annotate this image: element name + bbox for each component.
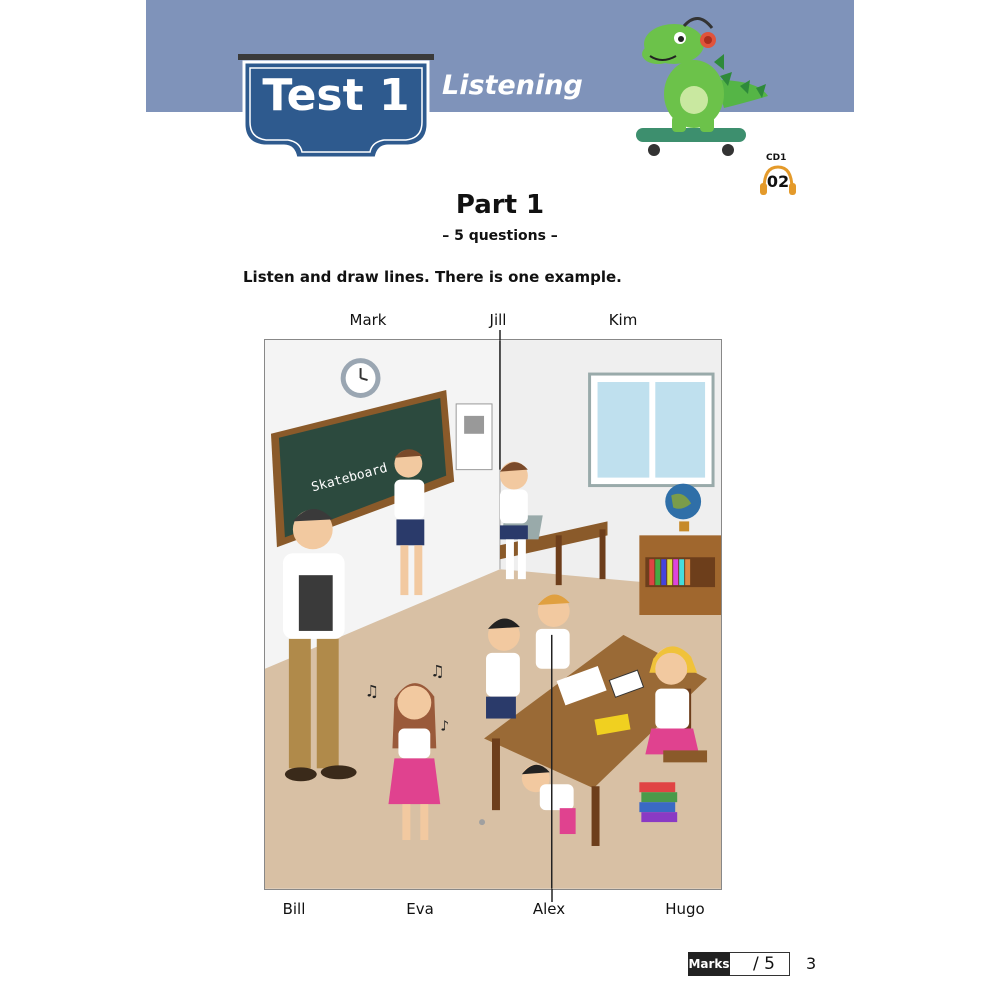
marks-score[interactable]: / 5 <box>753 954 775 974</box>
svg-text:♪: ♪ <box>440 718 450 735</box>
name-label[interactable]: Bill <box>282 900 306 918</box>
dinosaur-skateboard-icon <box>628 10 778 170</box>
blackboard-text: Skateboard <box>309 460 390 496</box>
classroom-illustration <box>264 339 722 890</box>
name-label[interactable]: Mark <box>349 311 387 329</box>
part-title: Part 1 <box>455 190 545 220</box>
instruction-text: Listen and draw lines. There is one example. <box>243 268 622 286</box>
test-title: Test 1 <box>262 70 410 121</box>
section-title: Listening <box>442 70 583 101</box>
marks-label: Marks <box>688 952 730 976</box>
cd-label: CD1 <box>766 153 787 163</box>
name-label[interactable]: Hugo <box>665 900 705 918</box>
name-label[interactable]: Eva <box>406 900 434 918</box>
page-number: 3 <box>806 954 817 973</box>
name-label[interactable]: Jill <box>489 311 507 329</box>
name-label[interactable]: Alex <box>532 900 566 918</box>
svg-text:♫: ♫ <box>364 681 379 701</box>
part-subtitle: – 5 questions – <box>442 228 558 244</box>
name-label[interactable]: Kim <box>608 311 638 329</box>
svg-text:♫: ♫ <box>430 661 445 681</box>
clock-icon <box>341 358 381 398</box>
cd-track-number: 02 <box>766 172 790 191</box>
